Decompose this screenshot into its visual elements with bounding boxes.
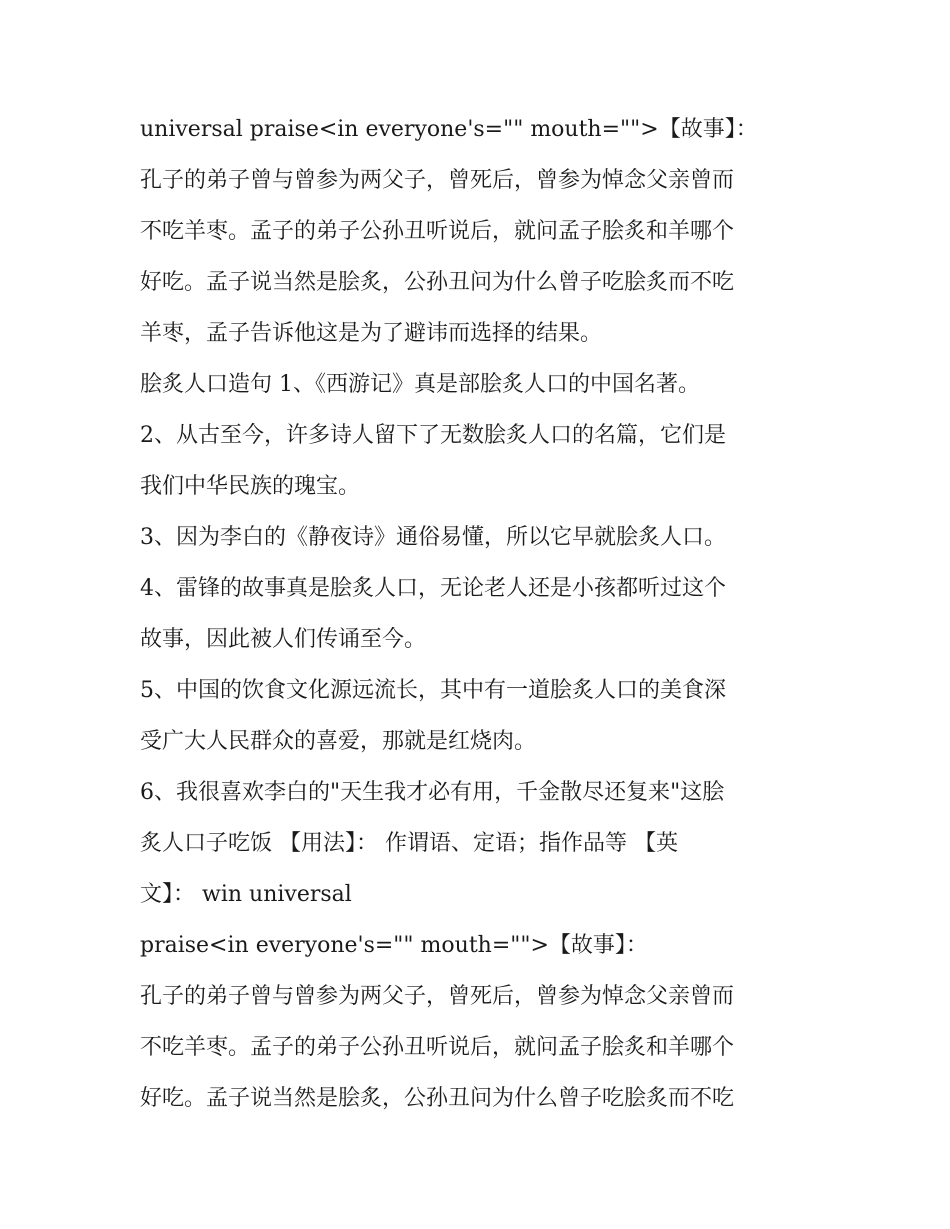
- text-line: 脍炙人口造句 1、《西游记》真是部脍炙人口的中国名著。: [140, 372, 700, 397]
- text-line: 2、从古至今，许多诗人留下了无数脍炙人口的名篇，它们是: [140, 423, 726, 448]
- text-line: 4、雷锋的故事真是脍炙人口，无论老人还是小孩都听过这个: [140, 576, 726, 601]
- text-line: praise<in everyone's="" mouth="">【故事】：: [140, 933, 648, 958]
- text-line: 孔子的弟子曾与曾参为两父子，曾死后，曾参为悼念父亲曾而: [140, 984, 735, 1009]
- text-line: 炙人口子吃饭 【用法】： 作谓语、定语；指作品等 【英: [140, 831, 678, 856]
- text-line: 羊枣，孟子告诉他这是为了避讳而选择的结果。: [140, 321, 603, 346]
- text-line: 3、因为李白的《静夜诗》通俗易懂，所以它早就脍炙人口。: [140, 525, 726, 550]
- text-line: 5、中国的饮食文化源远流长，其中有一道脍炙人口的美食深: [140, 678, 726, 703]
- text-line: 我们中华民族的瑰宝。: [140, 474, 361, 499]
- text-line: 文】： win universal: [140, 882, 352, 907]
- text-line: 不吃羊枣。孟子的弟子公孙丑听说后，就问孟子脍炙和羊哪个: [140, 1035, 735, 1060]
- text-line: 好吃。孟子说当然是脍炙，公孙丑问为什么曾子吃脍炙而不吃: [140, 270, 735, 295]
- text-line: 受广大人民群众的喜爱，那就是红烧肉。: [140, 729, 537, 754]
- text-line: 6、我很喜欢李白的"天生我才必有用，千金散尽还复来"这脍: [140, 780, 725, 805]
- document-body: [140, 104, 830, 1124]
- text-line: 不吃羊枣。孟子的弟子公孙丑听说后，就问孟子脍炙和羊哪个: [140, 219, 735, 244]
- text-line: 好吃。孟子说当然是脍炙，公孙丑问为什么曾子吃脍炙而不吃: [140, 1086, 735, 1111]
- text-line: universal praise<in everyone's="" mouth="">【故事】：: [140, 117, 758, 142]
- text-line: 故事，因此被人们传诵至今。: [140, 627, 427, 652]
- text-line: 孔子的弟子曾与曾参为两父子，曾死后，曾参为悼念父亲曾而: [140, 168, 735, 193]
